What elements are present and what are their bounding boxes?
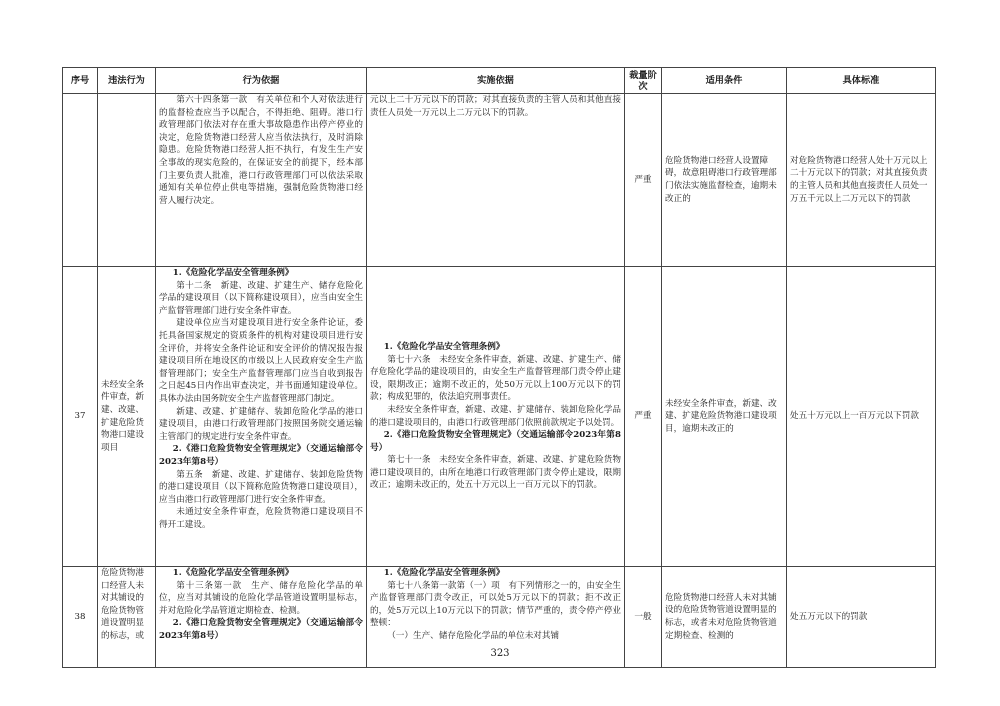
- penalty-table: [62, 67, 936, 668]
- applicable-conditions-cell: 危险货物港口经营人设置障碍，故意阻碍港口行政管理部门依法实施监督检查，逾期未改正的: [662, 94, 787, 267]
- clause-paragraph: 建设单位应当对建设项目进行安全条件论证，委托具备国家规定的资质条件的机构对建设项目进行安全评价，并将安全条件论证和安全评价的情况报告报建设项目所在地设区的市级以上人民政府安全生产监督管理部门；安全生产监督管理部门应当自收到报告之日起45日内作出审查决定，并书面通知建设单位。具体办法由国务院安全生产监督管理部门制定。: [159, 318, 363, 404]
- row-number: 37: [63, 267, 98, 567]
- discretion-level-cell: 严重: [625, 94, 662, 267]
- discretion-level-cell: 严重: [625, 267, 662, 567]
- regulation-title: 1.《危险化学品安全管理条例》: [383, 341, 505, 352]
- discretion-level-cell: 一般: [625, 567, 662, 668]
- clause-paragraph: 第七十六条 未经安全条件审查，新建、改建、扩建生产、储存危险化学品的建设项目的，由安全生产监督管理部门责令停止建设，限期改正；逾期不改正的，处50万元以上100万元以下的罚款；构成犯罪的，依法追究刑事责任。: [370, 354, 621, 403]
- header-implementation-basis: 实施依据: [367, 68, 625, 94]
- row-number: [63, 94, 98, 267]
- clause-paragraph: 第十三条第一款 生产、储存危险化学品的单位，应当对其铺设的危险化学品管道设置明显标志，并对危险化学品管道定期检查、检测。: [159, 580, 363, 616]
- header-applicable-conditions: 适用条件: [662, 68, 787, 94]
- header-violation: 违法行为: [98, 68, 156, 94]
- clause-paragraph: 第七十八条第一款第（一）项 有下列情形之一的，由安全生产监督管理部门责令改正，可以处5万元以下的罚款；拒不改正的，处5万元以上10万元以下的罚款；情节严重的，责令停产停业整顿：: [370, 580, 621, 629]
- regulation-title: 1.《危险化学品安全管理条例》: [172, 268, 294, 278]
- regulation-title: 1.《危险化学品安全管理条例》: [383, 568, 505, 578]
- regulation-title: 2.《港口危险货物安全管理规定》（交通运输部令2023年第8号）: [159, 444, 363, 467]
- legal-basis-cell: [156, 94, 367, 267]
- specific-standard-cell: 处五万元以下的罚款: [787, 567, 936, 668]
- header-row: [63, 68, 936, 94]
- table-row: [63, 267, 936, 567]
- regulation-title: 1.《危险化学品安全管理条例》: [172, 568, 294, 578]
- clause-paragraph: 第十二条 新建、改建、扩建生产、储存危险化学品的建设项目（以下简称建设项目），应当由安全生产监督管理部门进行安全条件审查。: [159, 280, 363, 316]
- clause-paragraph: 未通过安全条件审查，危险货物港口建设项目不得开工建设。: [159, 507, 363, 530]
- implementation-basis-cell: [367, 94, 625, 267]
- header-serial-number: 序号: [63, 68, 98, 94]
- applicable-conditions-cell: 危险货物港口经营人未对其铺设的危险货物管道设置明显的标志，或者未对危险货物管道定期检查、检测的: [662, 567, 787, 668]
- specific-standard-cell: 对危险货物港口经营人处十万元以上二十万元以下的罚款；对其直接负责的主管人员和其他直接责任人员处一万五千元以上二万元以下的罚款: [787, 94, 936, 267]
- clause-paragraph: 未经安全条件审查，新建、改建、扩建储存、装卸危险化学品的港口建设项目的，由港口行政管理部门依照前款规定予以处罚。: [370, 404, 621, 428]
- table-row: [63, 94, 936, 267]
- clause-paragraph: 第五条 新建、改建、扩建储存、装卸危险货物的港口建设项目（以下简称危险货物港口建设项目），应当由港口行政管理部门进行安全条件审查。: [159, 469, 363, 505]
- clause-paragraph: 第七十一条 未经安全条件审查，新建、改建、扩建危险货物港口建设项目的，由所在地港口行政管理部门责令停止建设，限期改正；逾期未改正的，处五十万元以上一百万元以下的罚款。: [370, 455, 621, 491]
- clause-paragraph: 元以上二十万元以下的罚款；对其直接负责的主管人员和其他直接责任人员处一万元以上二万元以下的罚款。: [370, 95, 621, 118]
- applicable-conditions-cell: 未经安全条件审查，新建、改建、扩建危险货物港口建设项目，逾期未改正的: [662, 267, 787, 567]
- clause-paragraph: 新建、改建、扩建储存、装卸危险化学品的港口建设项目，由港口行政管理部门按照国务院交通运输主管部门的规定进行安全条件审查。: [159, 406, 363, 442]
- header-specific-standard: 具体标准: [787, 68, 936, 94]
- page-number: 323: [490, 648, 510, 659]
- specific-standard-cell: 处五十万元以上一百万元以下罚款: [787, 267, 936, 567]
- violation-cell: 危险货物港口经营人未对其铺设的危险货物管道设置明显的标志，或: [98, 567, 156, 668]
- header-discretion-level: 裁量阶次: [625, 68, 662, 94]
- clause-paragraph: 第六十四条第一款 有关单位和个人对依法进行的监督检查应当予以配合，不得拒绝、阻碍。港口行政管理部门依法对存在重大事故隐患作出停产停业的决定，危险货物港口经营人应当依法执行，及时消除隐患。危险货物港口经营人拒不执行，有发生生产安全事故的现实危险的，在保证安全的前提下，经本部门主要负责人批准，港口行政管理部门可以依法采取通知有关单位停止供电等措施，强制危险货物港口经营人履行决定。: [159, 95, 363, 206]
- violation-cell: 未经安全条件审查，新建、改建、扩建危险货物港口建设项目: [98, 267, 156, 567]
- regulation-title: 2.《港口危险货物安全管理规定》（交通运输部令2023年第8号）: [370, 430, 621, 453]
- clause-paragraph: （一）生产、储存危险化学品的单位未对其铺: [387, 630, 560, 641]
- row-number: 38: [63, 567, 98, 668]
- implementation-basis-cell: [367, 267, 625, 567]
- regulation-title: 2.《港口危险货物安全管理规定》（交通运输部令2023年第8号）: [159, 618, 363, 641]
- legal-basis-cell: [156, 267, 367, 567]
- header-legal-basis: 行为依据: [156, 68, 367, 94]
- violation-cell: [98, 94, 156, 267]
